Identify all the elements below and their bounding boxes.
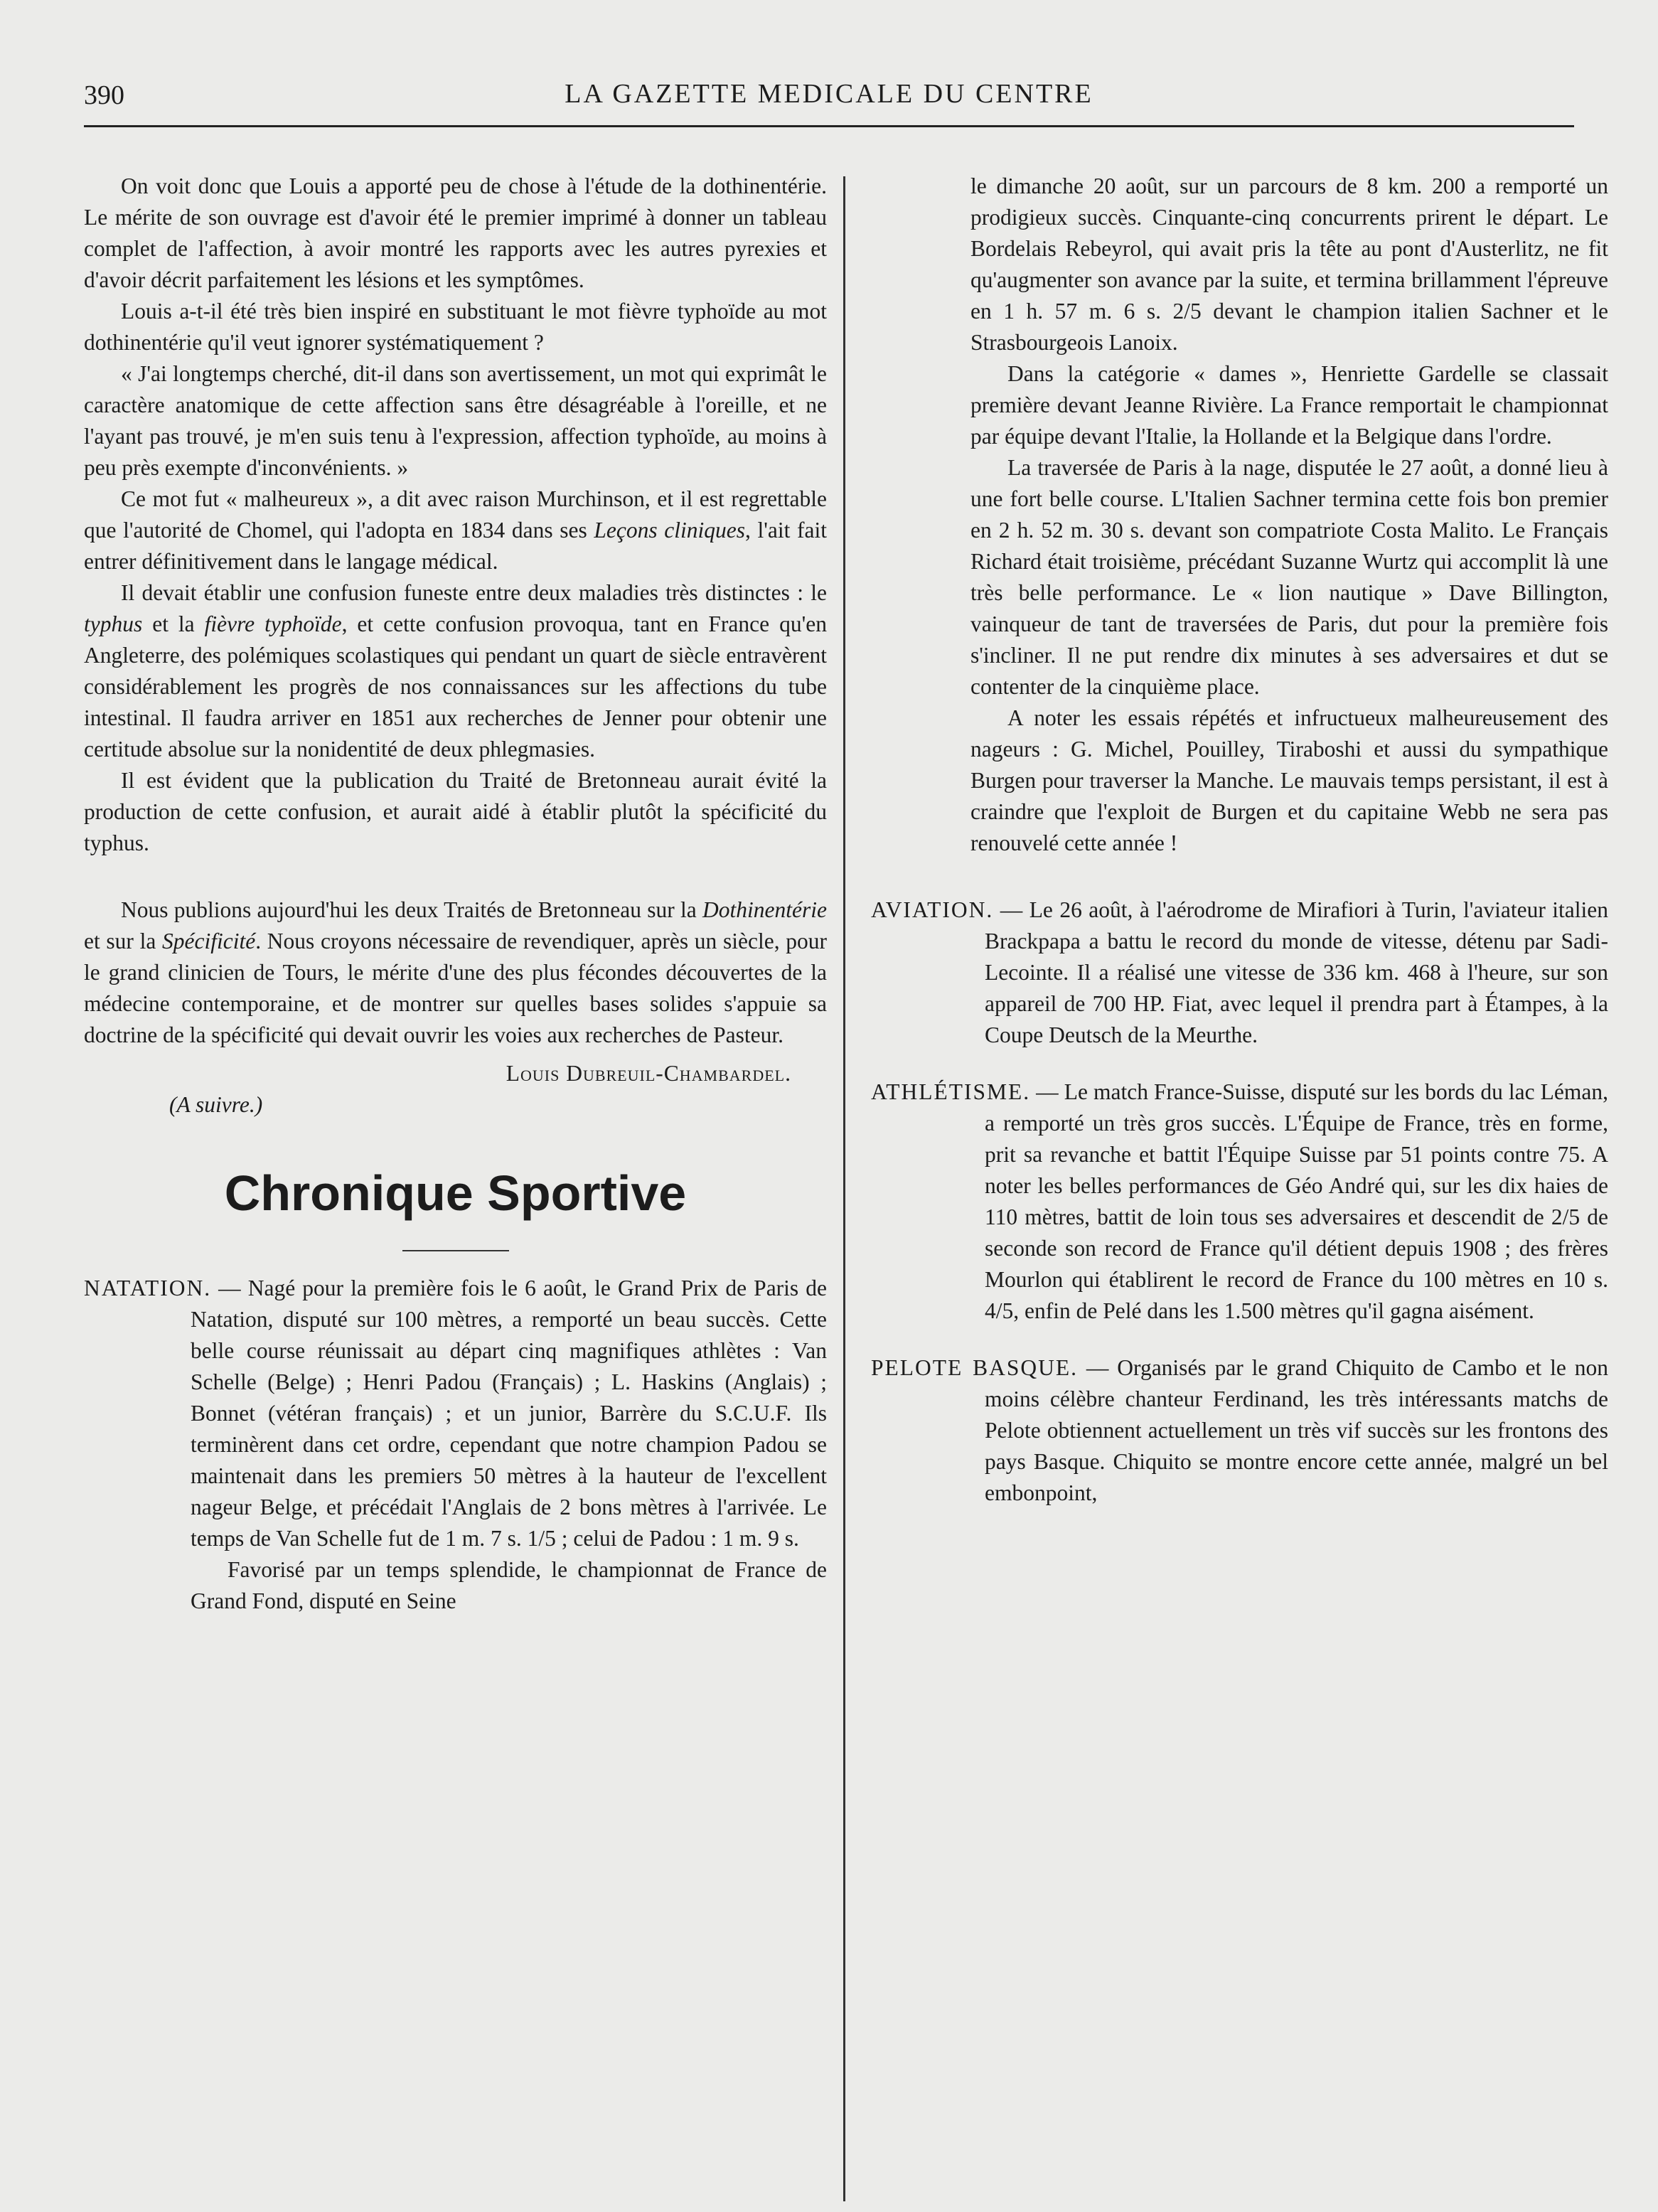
paragraph-bretonneau-treatise: Il est évident que la publication du Traité de Bretonneau aurait évité la production de cette confusion, et aurait aidé à établir plutôt la spécificité du typhus.	[84, 768, 827, 855]
text-run: et la	[142, 611, 205, 636]
paragraph-publication	[84, 894, 827, 1051]
paragraph-traversee-paris: La traversée de Paris à la nage, disputée le 27 août, a donné lieu à une fort belle course. L'Italien Sachner termina cette fois bon premier en 2 h. 52 m. 30 s. devant son compatriote Costa Malito. Le Français Richard était troisième, précédant Suzanne Wurtz qui accomplit là une très belle performance. Le « lion nautique » Dave Billington, vainqueur de tant de traversées de Paris, dut pour la première fois s'incliner. Il ne put rendre dix minutes à ses adversaires et dut se contenter de la cinquième place.	[970, 455, 1608, 699]
entry-pelote-basque	[871, 1352, 1608, 1509]
italic-title: Dothinentérie	[702, 897, 827, 922]
header-rule	[84, 125, 1574, 127]
paragraph-confusion	[84, 577, 827, 765]
to-be-continued: (A suivre.)	[169, 1092, 263, 1117]
paragraph-louis-quote: « J'ai longtemps cherché, dit-il dans son avertissement, un mot qui exprimât le caractère anatomique de cette affection sans être désagréable à l'oreille, et ne l'ayant pas trouvé, je m'en suis tenu à l'expression, affection typhoïde, au moins à peu près exempte d'inconvénients. »	[84, 361, 827, 480]
rubric-natation: NATATION.	[84, 1276, 212, 1300]
paragraph-grand-fond-cont: le dimanche 20 août, sur un parcours de 8 km. 200 a remporté un prodigieux succès. Cinquante-cinq concurrents prirent le départ. Le Bordelais Rebeyrol, qui avait pris la tête au pont d'Austerlitz, ne fit qu'augmenter son avance par la suite, et termina brillamment l'épreuve en 1 h. 57 m. 6 s. 2/5 devant le champion italien Sachner et le Strasbourgeois Lanoix.	[970, 173, 1608, 355]
text-run: , l'ait fait entrer définitivement dans le langage médical.	[84, 518, 828, 574]
text-run: Il devait établir une confusion funeste entre deux maladies très distinctes : le	[121, 580, 827, 605]
italic-title: Spécificité	[162, 929, 256, 953]
left-column	[84, 171, 827, 1617]
author-signature: Louis Dubreuil-Chambardel.	[506, 1061, 791, 1086]
journal-title: LA GAZETTE MEDICALE DU CENTRE	[565, 79, 1093, 109]
section-title: Chronique Sportive	[224, 1165, 687, 1221]
rubric-athletisme: ATHLÉTISME.	[871, 1079, 1031, 1104]
entry-aviation	[871, 894, 1608, 1051]
text-run: — Organisés par le grand Chiquito de Cambo et le non moins célèbre chanteur Ferdinand, les très intéressants matchs de Pelote obtiennent actuellement un très vif succès sur les frontons des pays Basque. Chiquito se montre encore cette année, malgré un bel embonpoint,	[985, 1355, 1609, 1505]
paragraph-grand-fond-start: Favorisé par un temps splendide, le championnat de France de Grand Fond, disputé en Seine	[191, 1557, 827, 1613]
text-run: — Nagé pour la première fois le 6 août, le Grand Prix de Paris de Natation, disputé sur 100 mètres, a remporté un beau succès. Cette belle course réunissait au départ cinq magnifiques athlètes : Van Schelle (Belge) ; Henri Padou (Français) ; L. Haskins (Anglais) ; Bonnet (vétéran français) ; et un junior, Barrère du S.C.U.F. Ils terminèrent dans cet ordre, cependant que notre champion Padou se maintenait dans les premiers 50 mètres à la hauteur de l'excellent nageur Belge, et précédait l'Anglais de 2 bons mètres à l'arrivée. Le temps de Van Schelle fut de 1 m. 7 s. 1/5 ; celui de Padou : 1 m. 9 s.	[191, 1276, 827, 1551]
right-column	[871, 171, 1608, 1509]
paragraph-typhoid-term: Louis a-t-il été très bien inspiré en substituant le mot fièvre typhoïde au mot dothinentérie qu'il veut ignorer systématiquement ?	[84, 299, 827, 355]
page-number: 390	[84, 80, 124, 110]
column-divider	[843, 176, 845, 2201]
text-run: Ce mot fut « malheureux », a dit avec raison Murchinson, et il est regrettable que l'autorité de Chomel, qui l'adopta en 1834 dans ses	[84, 486, 827, 543]
text-run: . Nous croyons nécessaire de revendiquer, après un siècle, pour le grand clinicien de Tours, le mérite d'une des plus fécondes découvertes de la médecine contemporaine, et de montrer sur quelles bases solides s'appuie sa doctrine de la spécificité qui devait ouvrir les voies aux recherches de Pasteur.	[84, 929, 827, 1047]
title-rule	[402, 1250, 509, 1251]
entry-athletisme	[871, 1076, 1608, 1327]
rubric-pelote-basque: PELOTE BASQUE.	[871, 1355, 1079, 1380]
italic-term: fièvre typhoïde	[204, 611, 342, 636]
paragraph-louis-contribution: On voit donc que Louis a apporté peu de chose à l'étude de la dothinentérie. Le mérite de son ouvrage est d'avoir été le premier imprimé à donner un tableau complet de l'affection, à avoir montré les rapports avec les autres pyrexies et d'avoir décrit parfaitement les lésions et les symptômes.	[84, 173, 827, 292]
entry-natation	[84, 1273, 827, 1554]
text-run: — Le match France-Suisse, disputé sur les bords du lac Léman, a remporté un très gros succès. L'Équipe de France, très en forme, prit sa revanche et battit l'Équipe Suisse par 51 points contre 75. A noter les belles performances de Géo André qui, sur les dix haies de 110 mètres, battit de loin tous ses adversaires et descendit de 2/5 de seconde son record de France qu'il détient depuis 1908 ; des frères Mourlon qui établirent le record de France du 100 mètres en 10 s. 4/5, enfin de Pelé dans les 1.500 mètres qu'il gagna aisément.	[985, 1079, 1608, 1323]
text-run: — Le 26 août, à l'aérodrome de Mirafiori à Turin, l'aviateur italien Brackpapa a battu le record du monde de vitesse, détenu par Sadi-Lecointe. Il a réalisé une vitesse de 336 km. 468 à l'heure, sur son appareil de 700 HP. Fiat, avec lequel il prendra part à Étampes, à la Coupe Deutsch de la Meurthe.	[985, 897, 1608, 1047]
text-run: et sur la	[84, 929, 163, 953]
text-run: Nous publions aujourd'hui les deux Traités de Bretonneau sur la	[121, 897, 703, 922]
paragraph-manche: A noter les essais répétés et infructueux malheureusement des nageurs : G. Michel, Pouilley, Tiraboshi et aussi du sympathique Burgen pour traverser la Manche. Le mauvais temps persistant, il est à craindre que l'exploit de Burgen et du capitaine Webb ne sera pas renouvelé cette année !	[970, 705, 1608, 855]
paragraph-murchinson	[84, 483, 827, 577]
text-run: , et cette confusion provoqua, tant en France qu'en Angleterre, des polémiques scolastiques qui pendant un quart de siècle entravèrent considérablement les progrès de nos connaissances sur les affections du tube intestinal. Il faudra arriver en 1851 aux recherches de Jenner pour obtenir une certitude absolue sur la nonidentité de deux phlegmasies.	[84, 611, 827, 762]
rubric-aviation: AVIATION.	[871, 897, 994, 922]
paragraph-dames: Dans la catégorie « dames », Henriette Gardelle se classait première devant Jeanne Rivière. La France remportait le championnat par équipe devant l'Italie, la Hollande et la Belgique dans l'ordre.	[970, 361, 1608, 449]
italic-term: typhus	[84, 611, 143, 636]
italic-title: Leçons cliniques	[594, 518, 745, 543]
